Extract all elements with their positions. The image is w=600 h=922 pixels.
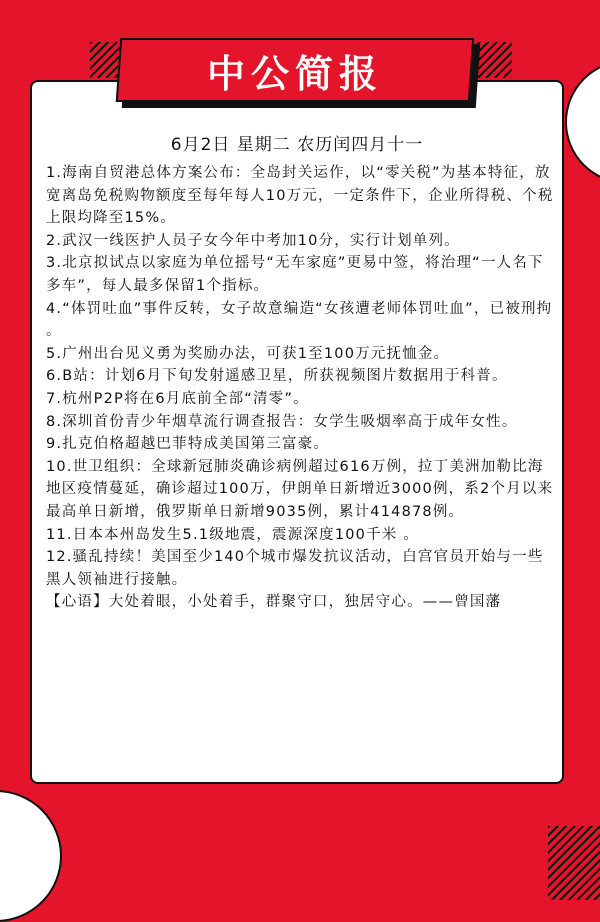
decorative-stripes-bottom-right (548, 826, 600, 900)
news-item: 6.B站：计划6月下旬发射遥感卫星，所获视频图片数据用于科普。 (46, 368, 508, 385)
news-item: 12.骚乱持续！美国至少140个城市爆发抗议活动，白宫官员开始与一些黑人领袖进行接触。 (46, 549, 544, 588)
title-banner (116, 38, 474, 102)
news-item: 5.广州出台见义勇为奖励办法，可获1至100万元抚恤金。 (46, 345, 450, 362)
news-item: 9.扎克伯格超越巴菲特成美国第三富豪。 (46, 436, 330, 453)
news-item: 8.深圳首份青少年烟草流行调查报告：女学生吸烟率高于成年女性。 (46, 413, 518, 430)
news-item: 7.杭州P2P将在6月底前全部“清零”。 (46, 390, 309, 407)
date-line: 6月2日 星期二 农历闰四月十一 (170, 135, 424, 155)
news-item: 2.武汉一线医护人员子女今年中考加10分，实行计划单列。 (46, 232, 460, 249)
news-item: 11.日本本州岛发生5.1级地震，震源深度100千米 。 (46, 526, 420, 543)
decorative-circle-bottom-left (0, 790, 62, 922)
page-title: 中公简报 (206, 51, 383, 96)
news-item: 3.北京拟试点以家庭为单位摇号“无车家庭”更易中签，将治理“一人名下多车”，每人最多保留1个指标。 (46, 255, 544, 294)
quote-item: 【心语】大处着眼，小处着手，群聚守口，独居守心。——曾国藩 (46, 594, 502, 611)
news-item: 4.“体罚吐血”事件反转，女子故意编造“女孩遭老师体罚吐血”，已被刑拘 。 (46, 300, 553, 340)
decorative-circle-top-right (565, 60, 600, 184)
news-item: 1.海南自贸港总体方案公布：全岛封关运作，以“零关税”为基本特征，放宽离岛免税购物额度至每年每人10万元，一定条件下，企业所得税、个税上限均降至15%。 (46, 165, 554, 227)
news-item: 10.世卫组织：全球新冠肺炎确诊病例超过616万例，拉丁美洲加勒比海地区疫情蔓延，确诊超过100万，伊朗单日新增近3000例，系2个月以来最高单日新增，俄罗斯单日新增9035例，累计414878例。 (46, 458, 554, 520)
news-list (46, 162, 554, 614)
